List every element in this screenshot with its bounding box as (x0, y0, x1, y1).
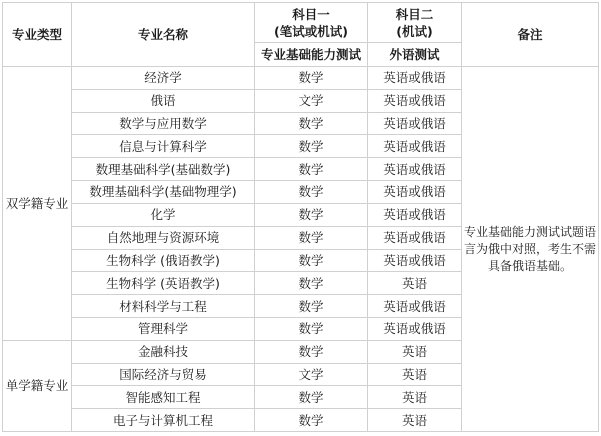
subject1-cell: 数学 (255, 67, 368, 90)
subject2-cell: 英语或俄语 (368, 89, 462, 112)
subject1-cell: 文学 (255, 363, 368, 386)
subject2-cell: 英语或俄语 (368, 317, 462, 340)
major-name-cell: 生物科学 (俄语教学) (72, 249, 255, 272)
major-name-cell: 信息与计算科学 (72, 135, 255, 158)
subject1-cell: 数学 (255, 181, 368, 204)
table-body (3, 67, 599, 432)
header-subject2-sub: (机试) (396, 23, 433, 39)
subject1-cell: 文学 (255, 89, 368, 112)
major-name-cell: 生物科学 (英语教学) (72, 272, 255, 295)
subject2-cell: 英语或俄语 (368, 158, 462, 181)
subject2-cell: 英语或俄语 (368, 112, 462, 135)
major-name-cell: 国际经济与贸易 (72, 363, 255, 386)
header-subject1-test: 专业基础能力测试 (255, 43, 368, 67)
subject1-cell: 数学 (255, 249, 368, 272)
header-subject1 (255, 3, 368, 43)
subject2-cell: 英语 (368, 409, 462, 432)
major-name-cell: 材料科学与工程 (72, 295, 255, 318)
subject1-cell: 数学 (255, 112, 368, 135)
subject2-cell: 英语 (368, 272, 462, 295)
subject1-cell: 数学 (255, 135, 368, 158)
major-name-cell: 金融科技 (72, 340, 255, 363)
subject1-cell: 数学 (255, 158, 368, 181)
subject1-cell: 数学 (255, 226, 368, 249)
subject1-cell: 数学 (255, 295, 368, 318)
major-name-cell: 智能感知工程 (72, 386, 255, 409)
subject2-cell: 英语或俄语 (368, 67, 462, 90)
major-name-cell: 自然地理与资源环境 (72, 226, 255, 249)
major-name-cell: 数理基础科学(基础物理学) (72, 181, 255, 204)
major-type-cell: 双学籍专业 (3, 67, 72, 341)
major-name-cell: 经济学 (72, 67, 255, 90)
major-name-cell: 数学与应用数学 (72, 112, 255, 135)
major-name-cell: 电子与计算机工程 (72, 409, 255, 432)
subject2-cell: 英语或俄语 (368, 135, 462, 158)
header-subject2 (368, 3, 462, 43)
remark-cell: 专业基础能力测试试题语言为俄中对照，考生不需具备俄语基础。 (462, 67, 599, 432)
table-row (3, 67, 599, 90)
major-name-cell: 管理科学 (72, 317, 255, 340)
major-name-cell: 数理基础科学(基础数学) (72, 158, 255, 181)
majors-table (2, 2, 599, 432)
subject2-cell: 英语或俄语 (368, 203, 462, 226)
subject2-cell: 英语 (368, 363, 462, 386)
header-remarks: 备注 (462, 3, 599, 67)
major-name-cell: 化学 (72, 203, 255, 226)
subject1-cell: 数学 (255, 386, 368, 409)
header-subject1-sub: (笔试或机试) (274, 23, 348, 39)
subject2-cell: 英语或俄语 (368, 226, 462, 249)
header-subject2-title: 科目二 (395, 6, 434, 22)
major-name-cell: 俄语 (72, 89, 255, 112)
subject2-cell: 英语或俄语 (368, 295, 462, 318)
subject2-cell: 英语或俄语 (368, 249, 462, 272)
subject2-cell: 英语 (368, 340, 462, 363)
subject1-cell: 数学 (255, 272, 368, 295)
subject1-cell: 数学 (255, 409, 368, 432)
subject1-cell: 数学 (255, 340, 368, 363)
subject2-cell: 英语或俄语 (368, 181, 462, 204)
major-type-cell: 单学籍专业 (3, 340, 72, 431)
header-subject1-title: 科目一 (292, 6, 330, 22)
subject2-cell: 英语 (368, 386, 462, 409)
subject1-cell: 数学 (255, 317, 368, 340)
header-name: 专业名称 (72, 3, 255, 67)
header-type: 专业类型 (3, 3, 72, 67)
subject1-cell: 数学 (255, 203, 368, 226)
header-subject2-test: 外语测试 (368, 43, 462, 67)
